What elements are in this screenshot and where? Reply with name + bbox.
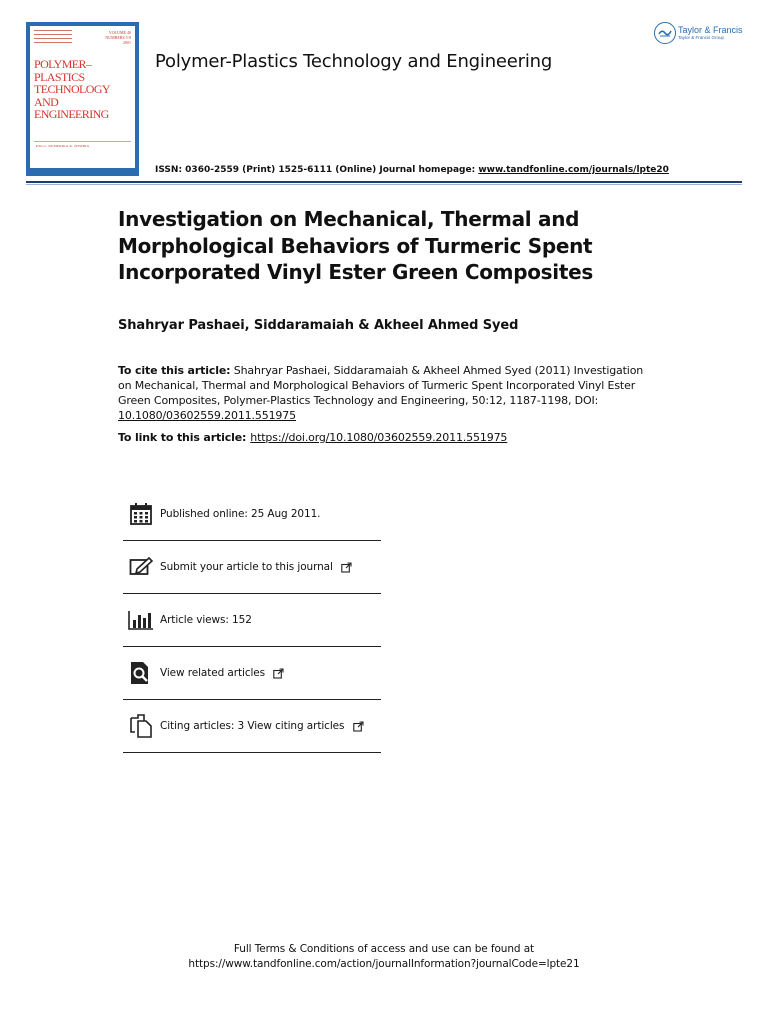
- footer-terms-link[interactable]: https://www.tandfonline.com/action/journalInformation?journalCode=lpte21: [188, 958, 580, 970]
- publisher-logo-icon: [654, 22, 676, 44]
- link-label: To link to this article:: [118, 431, 247, 444]
- bar-chart-icon: [127, 606, 155, 634]
- cover-title: POLYMER–PLASTICS TECHNOLOGY AND ENGINEERING: [34, 57, 110, 121]
- header-divider-light: [26, 184, 742, 185]
- journal-homepage-link[interactable]: www.tandfonline.com/journals/lpte20: [478, 165, 669, 175]
- footer-line-1: Full Terms & Conditions of access and use can be found at: [233, 943, 535, 955]
- citing-articles-link[interactable]: Citing articles: 3 View citing articles: [160, 720, 364, 732]
- article-authors: Shahryar Pashaei, Siddaramaiah & Akheel Ahmed Syed: [118, 318, 519, 333]
- journal-cover: [26, 22, 139, 176]
- article-views: Article views: 152: [160, 614, 252, 626]
- calendar-icon: [127, 500, 155, 528]
- submit-row[interactable]: [123, 541, 381, 594]
- external-link-icon: [273, 668, 284, 679]
- citation-block: [118, 363, 658, 423]
- citation-icon: [127, 712, 155, 740]
- article-title: Investigation on Mechanical, Thermal and Morphological Behaviors of Turmeric Spent Incorporated Vinyl Ester Green Composites: [118, 207, 593, 284]
- journal-name: Polymer-Plastics Technology and Engineering: [155, 51, 553, 72]
- submit-article-link[interactable]: Submit your article to this journal: [160, 561, 352, 573]
- footer-terms: [0, 942, 768, 972]
- search-document-icon: [127, 659, 155, 687]
- citation-doi-link[interactable]: 10.1080/03602559.2011.551975: [118, 409, 296, 422]
- article-link-line: [118, 431, 507, 444]
- article-info-list: [123, 488, 381, 753]
- publisher-logo[interactable]: [654, 22, 743, 44]
- citation-label: To cite this article:: [118, 364, 231, 377]
- article-doi-link[interactable]: https://doi.org/10.1080/03602559.2011.551975: [250, 431, 508, 444]
- external-link-icon: [341, 562, 352, 573]
- citation-text: Shahryar Pashaei, Siddaramaiah & Akheel Ahmed Syed (2011) Investigation on Mechanical, Thermal and Morphological Behaviors of Turmeric Spent Incorporated Vinyl Ester Green Composites, Polymer-Plastics Technology and Engineering, 50:12, 1187-1198, DOI:: [118, 364, 644, 407]
- related-articles-link[interactable]: View related articles: [160, 667, 284, 679]
- cover-editor: Editor: NUMERIKA K. MISHRA: [36, 144, 90, 148]
- related-row[interactable]: [123, 647, 381, 700]
- journal-cover-page: [30, 26, 135, 168]
- published-row: [123, 488, 381, 541]
- publisher-sub: Taylor & Francis Group: [678, 35, 725, 40]
- issn-text: ISSN: 0360-2559 (Print) 1525-6111 (Online) Journal homepage:: [155, 165, 476, 175]
- external-link-icon: [353, 721, 364, 732]
- header-divider: [26, 181, 742, 183]
- cover-decoration: [34, 30, 72, 48]
- cover-volume: VOLUME 40 NUMBERS 5-8 2001: [105, 30, 131, 45]
- issn-line: [155, 165, 669, 175]
- views-row: [123, 594, 381, 647]
- citing-row[interactable]: [123, 700, 381, 753]
- publisher-name: Taylor & Francis: [678, 25, 743, 35]
- edit-icon: [127, 553, 155, 581]
- published-date: Published online: 25 Aug 2011.: [160, 508, 321, 520]
